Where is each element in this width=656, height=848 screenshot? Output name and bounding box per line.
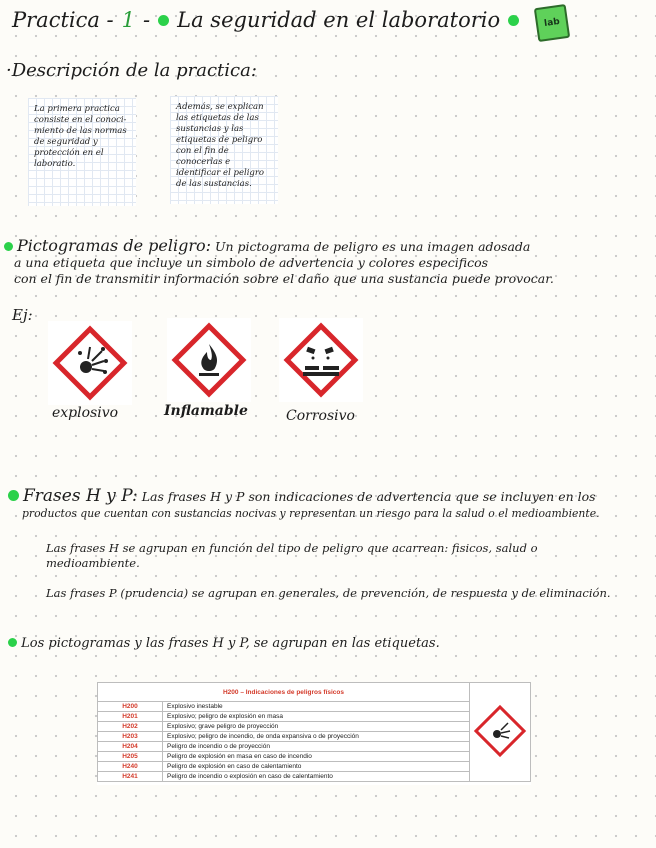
title-text: La seguridad en el laboratorio — [177, 8, 501, 32]
h-phrases-line2: medioambiente. — [46, 556, 140, 570]
table-row: H203 Explosivo; peligro de incendio, de onda expansiva o de proyección — [98, 732, 531, 742]
h-phrases-text — [46, 541, 646, 571]
practice-number: 1 — [121, 8, 136, 32]
caption-explosivo: explosivo — [52, 405, 119, 421]
phrases-heading: Frases H y P: — [22, 486, 138, 506]
title-dash: - — [143, 8, 151, 32]
corrosive-pictogram-icon — [279, 318, 363, 402]
labels-note: Los pictogramas y las frases H y P, se agrupan en las etiquetas. — [21, 636, 440, 651]
green-dot-icon — [4, 242, 13, 251]
table-row: H201 Explosivo; peligro de explosión en masa — [98, 712, 531, 722]
table-row: H205 Peligro de explosión en masa en caso de incendio — [98, 752, 531, 762]
phrases-section — [8, 486, 656, 521]
pictograms-heading: Pictogramas de peligro: — [16, 236, 211, 255]
pictograms-line1: Un pictograma de peligro es una imagen adosada — [214, 239, 531, 254]
note-left: La primera practica consiste en el conoci- miento de las normas de seguridad y protección en el laboratio. — [28, 98, 136, 206]
note-right: Además, se explican las etiquetas de las sustancias y las etiquetas de peligro con el fin de conocerlas e identificar el peligro de las sustancias. — [170, 96, 278, 204]
green-dot-icon — [158, 15, 169, 26]
table-row: H202 Explosivo; grave peligro de proyección — [98, 722, 531, 732]
phrases-line1: Las frases H y P son indicaciones de advertencia que se incluyen en los — [141, 489, 596, 504]
lab-logo-text: lab — [543, 16, 561, 30]
table-row: H240 Peligro de explosión en caso de calentamiento — [98, 762, 531, 772]
caption-corrosivo: Corrosivo — [286, 408, 355, 424]
page-title — [12, 8, 519, 32]
table-row: H241 Peligro de incendio o explosión en caso de calentamiento — [98, 772, 531, 782]
table-row: H204 Peligro de incendio o de proyección — [98, 742, 531, 752]
h-phrases-table — [97, 682, 531, 785]
green-dot-icon — [8, 638, 17, 647]
explosive-pictogram-icon — [48, 321, 132, 405]
green-dot-icon — [8, 490, 19, 501]
example-label: Ej: — [12, 306, 33, 324]
table-pictogram-cell — [470, 683, 531, 782]
table-header: H200 – Indicaciones de peligros físicos — [98, 683, 470, 702]
title-prefix: Practica - — [12, 8, 114, 32]
lab-logo-icon — [534, 4, 570, 42]
pictograms-line3: con el fin de transmitir información sobre el daño que una sustancia puede provocar. — [14, 271, 554, 286]
phrases-line2: productos que cuentan con sustancias nocivas y representan un riesgo para la salud o el medioambiente. — [22, 507, 600, 520]
caption-inflamable: Inflamable — [164, 403, 248, 419]
labels-note-row — [8, 636, 440, 651]
h-phrases-line1: Las frases H se agrupan en función del tipo de peligro que acarrean: fisicos, salud o — [46, 541, 538, 555]
description-heading: ·Descripción de la practica: — [6, 60, 257, 81]
green-dot-icon — [508, 15, 519, 26]
pictograms-section — [4, 238, 652, 287]
flammable-pictogram-icon — [167, 318, 251, 402]
table-row: H200 Explosivo inestable — [98, 702, 531, 712]
p-phrases-line: Las frases P (prudencia) se agrupan en generales, de prevención, de respuesta y de eliminación. — [46, 586, 611, 600]
explosive-pictogram-icon — [470, 701, 530, 761]
pictograms-line2: a una etiqueta que incluye un simbolo de advertencia y colores especificos — [14, 255, 489, 270]
